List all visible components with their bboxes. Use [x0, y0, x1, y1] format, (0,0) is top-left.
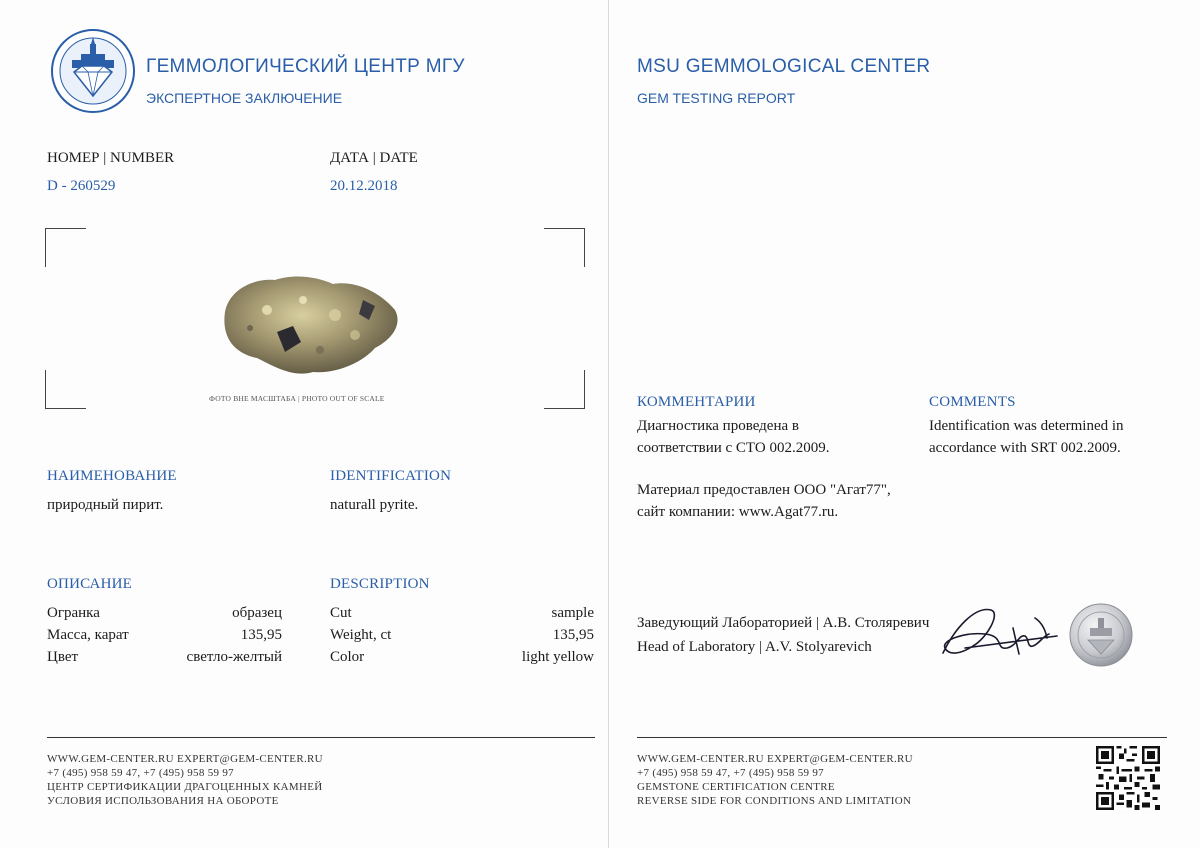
right-footer-reverse: REVERSE SIDE FOR CONDITIONS AND LIMITATION [637, 795, 912, 807]
qr-code-icon[interactable] [1096, 746, 1160, 810]
head-of-lab-en: Head of Laboratory | A.V. Stolyarevich [637, 639, 872, 655]
left-report-title: ЭКСПЕРТНОЕ ЗАКЛЮЧЕНИЕ [146, 90, 343, 106]
weight-value-ru: 135,95 [240, 627, 282, 643]
pyrite-specimen-photo [215, 270, 405, 380]
color-value-ru: светло-желтый [186, 649, 282, 665]
left-footer-center: ЦЕНТР СЕРТИФИКАЦИИ ДРАГОЦЕННЫХ КАМНЕЙ [47, 781, 323, 793]
left-footer-phone: +7 (495) 958 59 47, +7 (495) 958 59 97 [47, 767, 234, 779]
right-footer-web: WWW.GEM-CENTER.RU EXPERT@GEM-CENTER.RU [637, 753, 913, 765]
weight-value-en: 135,95 [552, 627, 594, 643]
right-footer-centre: GEMSTONE CERTIFICATION CENTRE [637, 781, 835, 793]
photo-caption: ФОТО ВНЕ МАСШТАБА | PHOTO OUT OF SCALE [209, 394, 385, 403]
number-label: НОМЕР | NUMBER [47, 150, 175, 166]
cut-value-ru: образец [232, 605, 282, 621]
photo-frame-corner-bl [45, 370, 86, 409]
date-label: ДАТА | DATE [330, 150, 418, 166]
comments-en-line2: accordance with SRT 002.2009. [929, 440, 1121, 456]
photo-frame-corner-tl [45, 228, 86, 267]
cut-label-ru: Огранка [47, 605, 100, 621]
comments-en-line1: Identification was determined in [929, 418, 1124, 434]
identification-heading-ru: НАИМЕНОВАНИЕ [47, 468, 177, 484]
cut-label-en: Cut [330, 605, 352, 621]
comments-ru-line2: соответствии с СТО 002.2009. [637, 440, 830, 456]
left-org-title: ГЕММОЛОГИЧЕСКИЙ ЦЕНТР МГУ [146, 56, 465, 77]
weight-label-ru: Масса, карат [47, 627, 129, 643]
left-footer-divider [47, 737, 595, 738]
color-label-ru: Цвет [47, 649, 79, 665]
weight-label-en: Weight, ct [330, 627, 392, 643]
left-footer-conditions: УСЛОВИЯ ИСПОЛЬЗОВАНИЯ НА ОБОРОТЕ [47, 795, 279, 807]
description-heading-ru: ОПИСАНИЕ [47, 576, 133, 592]
identification-heading-en: IDENTIFICATION [330, 468, 452, 484]
msu-logo-icon [50, 28, 136, 114]
right-org-title: MSU GEMMOLOGICAL CENTER [637, 56, 931, 77]
color-label-en: Color [330, 649, 365, 665]
comments-ru-line1: Диагностика проведена в [637, 418, 799, 434]
photo-frame-corner-tr [544, 228, 585, 267]
page-fold [608, 0, 609, 848]
description-heading-en: DESCRIPTION [330, 576, 430, 592]
number-value: D - 260529 [47, 178, 116, 194]
hologram-seal-icon [1068, 602, 1134, 668]
date-value: 20.12.2018 [330, 178, 398, 194]
color-value-en: light yellow [521, 649, 594, 665]
comments-ru-line4: сайт компании: www.Agat77.ru. [637, 504, 839, 520]
head-of-lab-ru: Заведующий Лабораторией | А.В. Столяревич [637, 615, 930, 631]
photo-frame-corner-br [544, 370, 585, 409]
right-footer-phone: +7 (495) 958 59 47, +7 (495) 958 59 97 [637, 767, 824, 779]
right-report-title: GEM TESTING REPORT [637, 90, 796, 106]
identification-value-ru: природный пирит. [47, 497, 164, 513]
comments-ru-line3: Материал предоставлен ООО "Агат77", [637, 482, 891, 498]
right-footer-divider [637, 737, 1167, 738]
handwritten-signature [935, 598, 1065, 668]
cut-value-en: sample [551, 605, 594, 621]
identification-value-en: naturall pyrite. [330, 497, 419, 513]
comments-heading-ru: КОММЕНТАРИИ [637, 394, 756, 410]
comments-heading-en: COMMENTS [929, 394, 1016, 410]
left-footer-web: WWW.GEM-CENTER.RU EXPERT@GEM-CENTER.RU [47, 753, 323, 765]
